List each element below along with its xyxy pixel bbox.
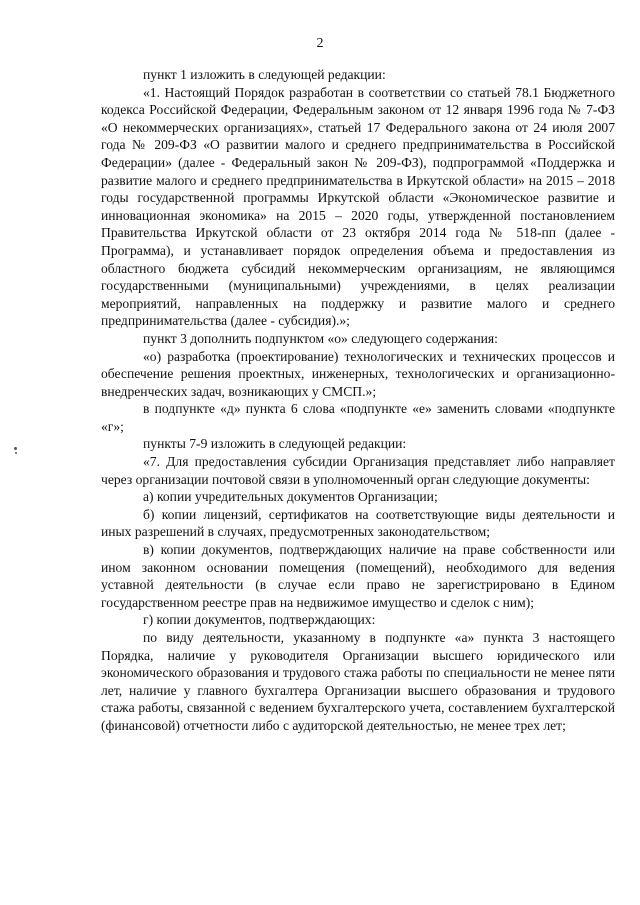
page-number: 2: [316, 36, 324, 51]
document-body: [101, 66, 615, 735]
paragraph: «о) разработка (проектирование) технологических и технических процессов и обеспечение решения проектных, инженерных, технологических и организационно-внедренческих задач, возникающих у СМСП.»;: [101, 348, 615, 399]
scan-speck: [15, 452, 17, 454]
paragraph: в подпункте «д» пункта 6 слова «подпункте «е» заменить словами «подпункте «г»;: [101, 401, 615, 434]
paragraph: г) копии документов, подтверждающих:: [143, 612, 376, 628]
paragraph: пункт 1 изложить в следующей редакции:: [143, 67, 386, 82]
paragraph: пункты 7-9 изложить в следующей редакции:: [143, 436, 407, 452]
paragraph: пункт 3 дополнить подпунктом «о» следующего содержания:: [143, 330, 498, 346]
paragraph: «1. Настоящий Порядок разработан в соответствии со статьей 78.1 Бюджетного кодекса Российской Федерации, Федеральным законом от 12 января 1996 года № 7-ФЗ «О некоммерческих организациях», статьей 17 Федерального закона от 24 июля 2007 года № 209-ФЗ «О развитии малого и среднего предпринимательства в Российской Федерации» (далее - Федеральный закон № 209-ФЗ), подпрограммой «Поддержка и развитие малого и среднего предпринимательства в Иркутской области» на 2015 – 2018 годы государственной программы Иркутской области «Экономическое развитие и инновационная экономика» на 2015 – 2020 годы, утвержденной постановлением Правительства Иркутской области от 23 октября 2014 года № 518-пп (далее - Программа), и устанавливает порядок определения объема и предоставления из областного бюджета субсидий некоммерческим организациям, не являющимся государственными (муниципальными) учреждениями, в целях реализации мероприятий, направленных на поддержку и развитие малого и среднего предпринимательства (далее - субсидия).»;: [101, 84, 615, 329]
paragraph: а) копии учредительных документов Организации;: [143, 489, 438, 505]
paragraph: по виду деятельности, указанному в подпункте «а» пункта 3 настоящего Порядка, наличие у руководителя Организации высшего юридического или экономического образования и трудового стажа работы по специальности не менее пяти лет, наличие у главного бухгалтера Организации высшего образования и трудового стажа работы, связанной с ведением бухгалтерского учета, составлением бухгалтерской (финансовой) отчетности либо с аудиторской деятельностью, не менее трех лет;: [101, 630, 615, 733]
scan-speck: [14, 447, 17, 450]
paragraph: в) копии документов, подтверждающих наличие на праве собственности или ином законном основании помещения (помещений), необходимого для ведения уставной деятельности (в случае если право не зарегистрировано в Едином государственном реестре прав на недвижимое имущество и сделок с ним);: [101, 542, 615, 610]
paragraph: б) копии лицензий, сертификатов на соответствующие виды деятельности и иных разрешений в случаях, предусмотренных законодательством;: [101, 506, 615, 540]
paragraph: «7. Для предоставления субсидии Организация представляет либо направляет через организации почтовой связи в уполномоченный орган следующие документы:: [101, 454, 615, 487]
